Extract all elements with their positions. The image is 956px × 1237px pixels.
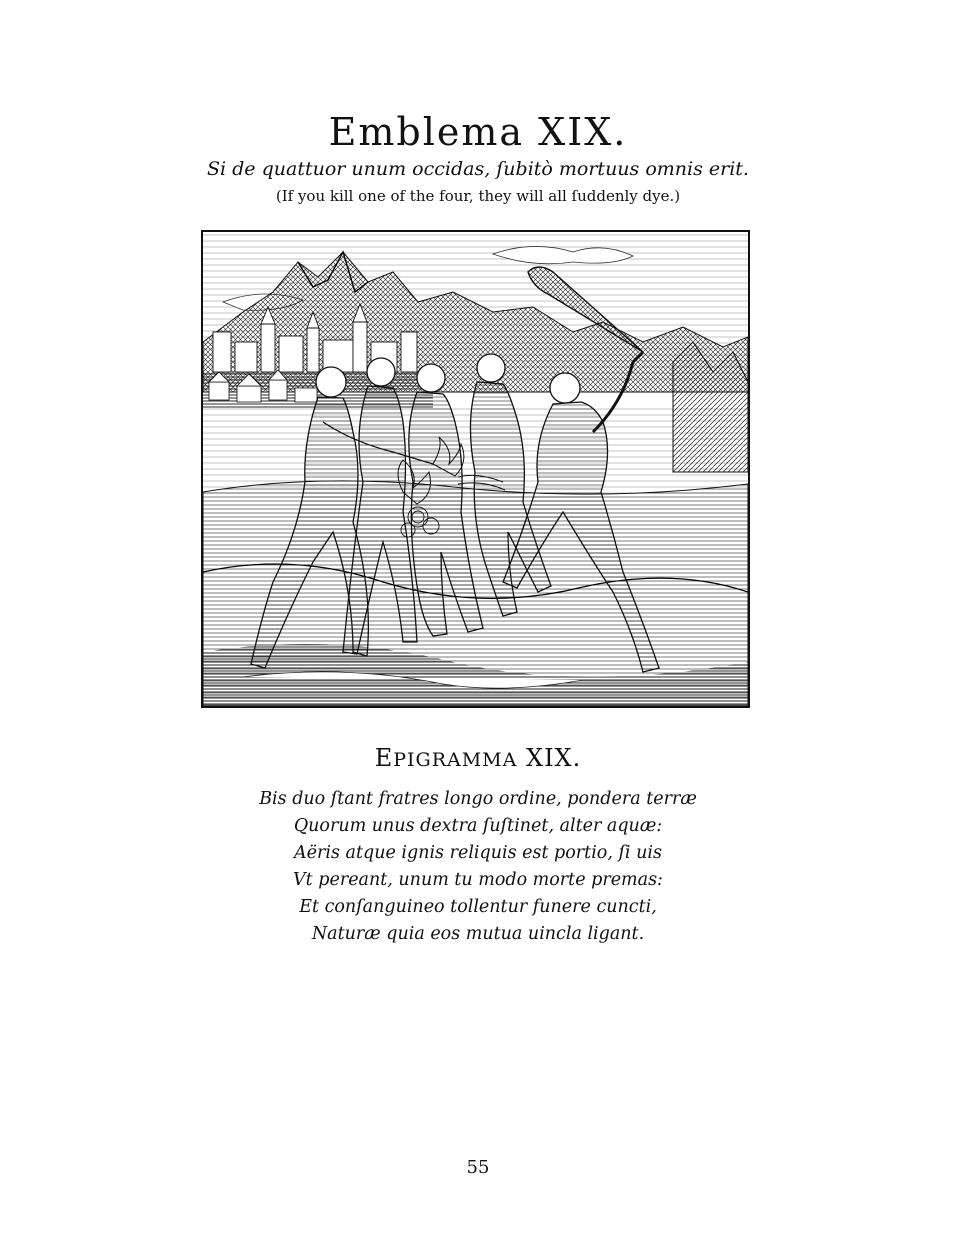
verse-line: Vt pereant, unum tu modo morte premas: (293, 870, 663, 890)
epigram-heading-numeral: XIX. (517, 744, 582, 772)
epigram-heading-rest: PIGRAMMA (393, 749, 518, 771)
epigram-verse (0, 786, 956, 948)
verse-line: Et conſanguineo tollentur funere cuncti, (299, 897, 657, 917)
epigram-heading (0, 741, 956, 777)
epigram-heading-initial: E (374, 744, 394, 772)
verse-line: Quorum unus dextra ſuſtinet, alter aquæ: (293, 816, 663, 836)
engraving-illustration (201, 230, 750, 708)
page-number: 55 (466, 1157, 490, 1178)
motto-english: (If you kill one of the four, they will all ſuddenly dye.) (275, 187, 681, 205)
page-title: Emblema XIX. (328, 110, 628, 154)
engraving-illustration-icon (203, 232, 748, 706)
verse-line: Aëris atque ignis reliquis est portio, ſi uis (294, 843, 662, 863)
verse-line: Naturæ quia eos mutua uincla ligant. (311, 924, 645, 944)
motto-latin: Si de quattuor unum occidas, ſubitò mortuus omnis erit. (207, 158, 749, 180)
verse-line: Bis duo ſtant fratres longo ordine, pondera terræ (259, 789, 697, 809)
